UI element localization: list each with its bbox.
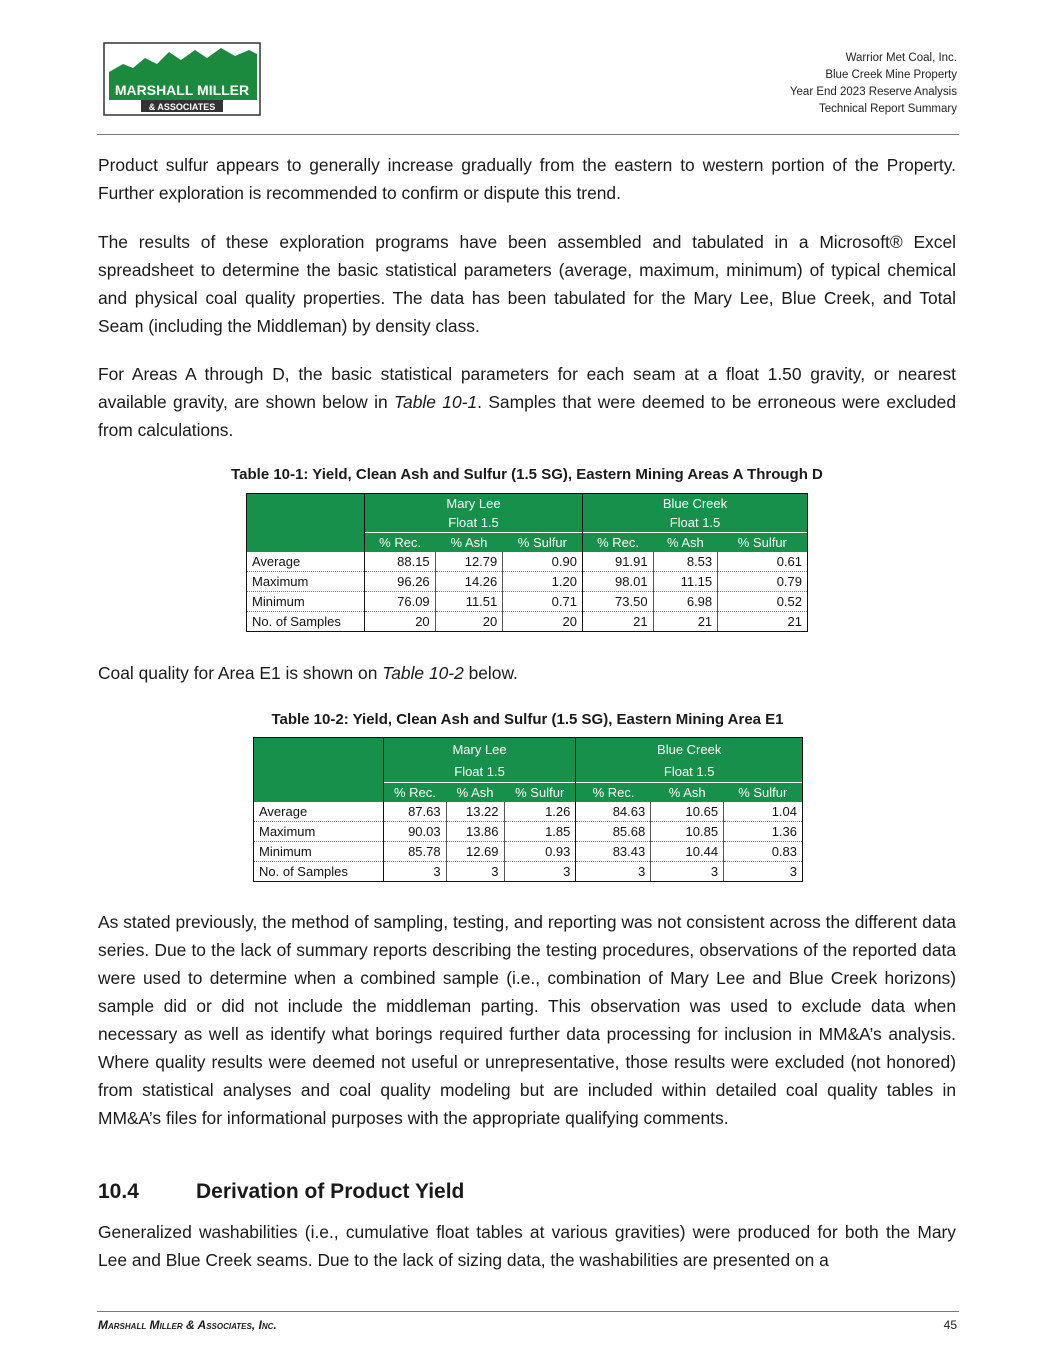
- table-row: [247, 572, 808, 592]
- column-header: % Sulfur: [724, 783, 803, 803]
- cell: 6.98: [653, 592, 718, 612]
- cell: 0.79: [718, 572, 808, 592]
- cell: 21: [718, 612, 808, 632]
- cell: 14.26: [435, 572, 503, 592]
- table-header-blank: [254, 738, 384, 783]
- cell: 73.50: [582, 592, 653, 612]
- cell: 3: [651, 862, 724, 882]
- cell: 0.61: [718, 552, 808, 572]
- row-label: No. of Samples: [247, 612, 365, 632]
- footer-divider: [97, 1311, 959, 1312]
- column-header: % Rec.: [582, 533, 653, 553]
- table-header-blank: [247, 494, 365, 533]
- page-number: 45: [943, 1318, 957, 1332]
- cell: 13.22: [446, 802, 504, 822]
- header-property: Blue Creek Mine Property: [825, 69, 957, 81]
- cell: 3: [576, 862, 651, 882]
- column-header-blank: [247, 533, 365, 553]
- cell: 84.63: [576, 802, 651, 822]
- row-label: Minimum: [247, 592, 365, 612]
- group-subheader-float: Float 1.5: [383, 760, 576, 783]
- column-header: % Sulfur: [504, 783, 576, 803]
- group-subheader-float: Float 1.5: [576, 760, 803, 783]
- cell: 1.20: [503, 572, 583, 592]
- cell: 3: [724, 862, 803, 882]
- group-header-blue-creek: Blue Creek: [576, 738, 803, 761]
- logo-text-top: MARSHALL MILLER: [114, 82, 250, 98]
- cell: 21: [582, 612, 653, 632]
- group-header-mary-lee: Mary Lee: [383, 738, 576, 761]
- column-header: % Sulfur: [503, 533, 583, 553]
- logo-text-bottom: & ASSOCIATES: [148, 102, 216, 112]
- cell: 13.86: [446, 822, 504, 842]
- row-label: Maximum: [254, 822, 384, 842]
- paragraph-sampling-methods: As stated previously, the method of sampling, testing, and reporting was not consistent across the different data series. Due to the lack of summary reports describing the testing procedures, observations of the reported data were used to determine when a combined sample (i.e., combination of Mary Lee and Blue Creek horizons) sample did or did not include the middleman parting. This observation was used to exclude data when necessary as well as identify what borings required further data processing for inclusion in MM&A’s analysis. Where quality results were deemed not useful or unrepresentative, those results were excluded (not honored) from statistical analyses and coal quality modeling but are included within detailed coal quality tables in MM&A’s files for informational purposes with the appropriate qualifying comments.: [98, 912, 956, 1128]
- cell: 12.79: [435, 552, 503, 572]
- cell: 21: [653, 612, 718, 632]
- cell: 0.93: [504, 842, 576, 862]
- report-header: [790, 50, 957, 118]
- table-row: [254, 842, 803, 862]
- cell: 10.85: [651, 822, 724, 842]
- cell: 10.65: [651, 802, 724, 822]
- paragraph-exploration-results: The results of these exploration programs have been assembled and tabulated in a Microsoft® Excel spreadsheet to determine the basic statistical parameters (average, maximum, minimum) of typical chemical and physical coal quality properties. The data has been tabulated for the Mary Lee, Blue Creek, and Total Seam (including the Middleman) by density class.: [98, 232, 956, 336]
- column-header: % Rec.: [383, 783, 446, 803]
- cell: 91.91: [582, 552, 653, 572]
- cell: 96.26: [365, 572, 436, 592]
- header-divider: [97, 134, 959, 135]
- company-logo: [103, 42, 261, 116]
- column-header: % Rec.: [365, 533, 436, 553]
- header-analysis: Year End 2023 Reserve Analysis: [789, 86, 957, 98]
- paragraph-text: below.: [463, 663, 518, 683]
- group-header-blue-creek: Blue Creek: [582, 494, 807, 514]
- table-row: [247, 552, 808, 572]
- row-label: Average: [247, 552, 365, 572]
- cell: 85.78: [383, 842, 446, 862]
- row-label: Average: [254, 802, 384, 822]
- cell: 1.85: [504, 822, 576, 842]
- cell: 20: [365, 612, 436, 632]
- paragraph-areas-a-d: [98, 360, 956, 444]
- header-report: Technical Report Summary: [818, 103, 957, 115]
- cell: 0.52: [718, 592, 808, 612]
- cell: 11.15: [653, 572, 718, 592]
- header-company: Warrior Met Coal, Inc.: [845, 52, 957, 64]
- cell: 0.83: [724, 842, 803, 862]
- row-label: Minimum: [254, 842, 384, 862]
- section-number: 10.4: [98, 1180, 139, 1203]
- row-label: No. of Samples: [254, 862, 384, 882]
- group-header-mary-lee: Mary Lee: [365, 494, 583, 514]
- cell: 1.04: [724, 802, 803, 822]
- cell: 85.68: [576, 822, 651, 842]
- table-row: [247, 592, 808, 612]
- footer-company: Marshall Miller & Associates, Inc.: [98, 1318, 277, 1332]
- cell: 90.03: [383, 822, 446, 842]
- column-header: % Sulfur: [718, 533, 808, 553]
- table-row: [254, 802, 803, 822]
- cell: 98.01: [582, 572, 653, 592]
- row-label: Maximum: [247, 572, 365, 592]
- table-10-2-reference: Table 10-2: [382, 663, 464, 683]
- cell: 11.51: [435, 592, 503, 612]
- cell: 0.90: [503, 552, 583, 572]
- group-subheader-float: Float 1.5: [365, 513, 583, 533]
- column-header: % Ash: [651, 783, 724, 803]
- cell: 20: [503, 612, 583, 632]
- table-10-2-caption: Table 10-2: Yield, Clean Ash and Sulfur (1.5 SG), Eastern Mining Area E1: [271, 711, 784, 728]
- cell: 88.15: [365, 552, 436, 572]
- column-header: % Ash: [653, 533, 718, 553]
- table-row: [254, 822, 803, 842]
- cell: 20: [435, 612, 503, 632]
- cell: 0.71: [503, 592, 583, 612]
- paragraph-text: Coal quality for Area E1 is shown on: [98, 663, 383, 683]
- cell: 3: [446, 862, 504, 882]
- cell: 8.53: [653, 552, 718, 572]
- table-10-2: [253, 737, 803, 882]
- cell: 10.44: [651, 842, 724, 862]
- group-subheader-float: Float 1.5: [582, 513, 807, 533]
- section-heading: [98, 1180, 464, 1204]
- paragraph-area-e1: [98, 659, 956, 687]
- cell: 1.26: [504, 802, 576, 822]
- cell: 3: [383, 862, 446, 882]
- paragraph-text: For Areas A through D, the basic statistical parameters for each seam at a float 1.50 gravity, or nearest available gravity, are shown below in: [98, 364, 956, 412]
- table-row: [254, 862, 803, 882]
- cell: 83.43: [576, 842, 651, 862]
- cell: 3: [504, 862, 576, 882]
- column-header-blank: [254, 783, 384, 803]
- table-10-1: [246, 493, 808, 632]
- section-title: Derivation of Product Yield: [196, 1180, 465, 1203]
- paragraph-text: . Samples that were deemed to be erroneous were excluded from calculations.: [98, 392, 956, 440]
- column-header: % Ash: [446, 783, 504, 803]
- table-10-1-caption: Table 10-1: Yield, Clean Ash and Sulfur (1.5 SG), Eastern Mining Areas A Through D: [231, 466, 823, 483]
- paragraph-sulfur-trend: Product sulfur appears to generally increase gradually from the eastern to western portion of the Property. Further exploration is recommended to confirm or dispute this trend.: [98, 155, 956, 203]
- table-10-1-reference: Table 10-1: [394, 392, 478, 412]
- paragraph-washabilities: Generalized washabilities (i.e., cumulative float tables at various gravities) were produced for both the Mary Lee and Blue Creek seams. Due to the lack of sizing data, the washabilities are presented on a: [98, 1222, 956, 1270]
- cell: 12.69: [446, 842, 504, 862]
- column-header: % Ash: [435, 533, 503, 553]
- table-row: [247, 612, 808, 632]
- cell: 76.09: [365, 592, 436, 612]
- column-header: % Rec.: [576, 783, 651, 803]
- cell: 1.36: [724, 822, 803, 842]
- cell: 87.63: [383, 802, 446, 822]
